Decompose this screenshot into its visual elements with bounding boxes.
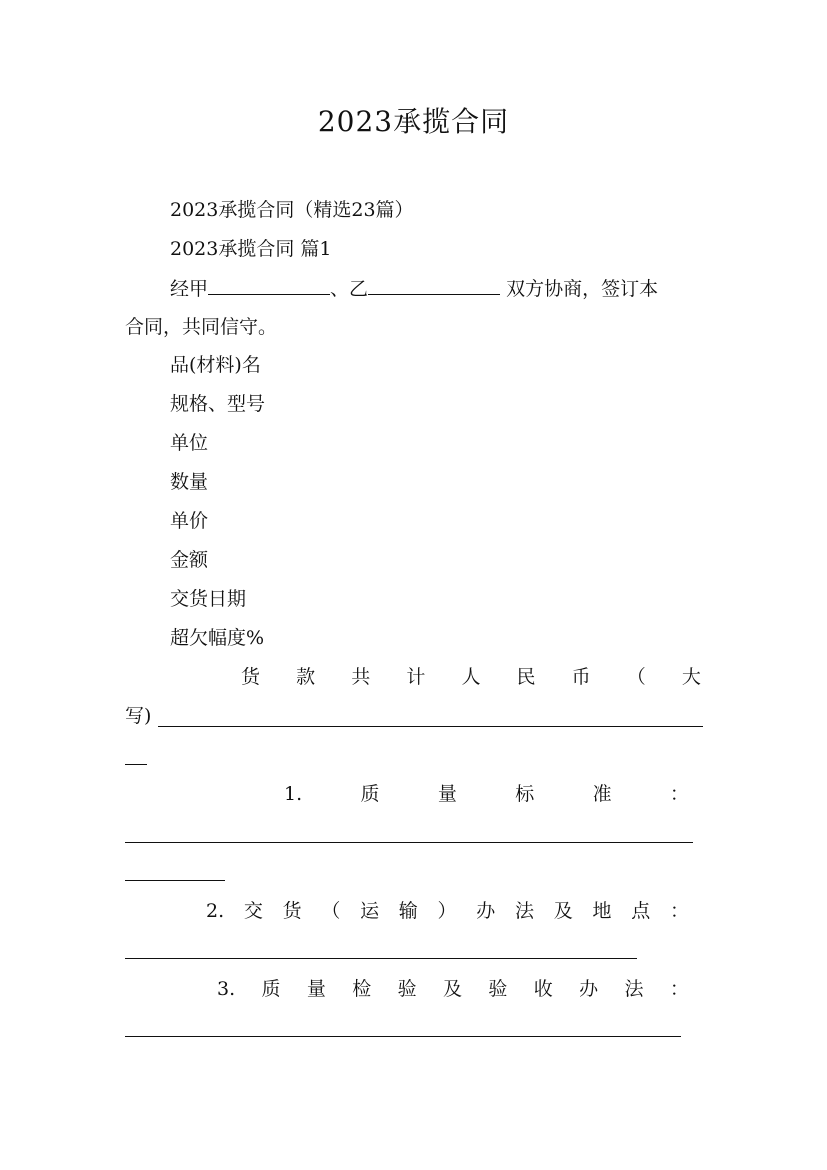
clause-char: 质 xyxy=(360,783,380,805)
intro-continuation: 合同，共同信守。 xyxy=(125,316,278,338)
clause-char: ： xyxy=(669,900,689,922)
clause-char: 办 xyxy=(476,900,496,922)
payment-tail: 写) xyxy=(125,705,152,727)
clause-3 xyxy=(217,977,689,1001)
clause-3-blank xyxy=(125,1036,681,1037)
clause-char: 交 xyxy=(243,900,263,922)
article-heading: 2023承揽合同 篇1 xyxy=(170,238,332,260)
clause-char: 及 xyxy=(443,978,463,1000)
clause-char: 法 xyxy=(624,978,644,1000)
payment-line xyxy=(241,665,701,689)
payment-char: 币 xyxy=(571,666,591,688)
clause-char: 验 xyxy=(488,978,508,1000)
clause-char: 1. xyxy=(284,783,303,805)
clause-char: 输 xyxy=(398,900,418,922)
field-label: 规格、型号 xyxy=(170,393,266,415)
intro-separator: 、乙 xyxy=(330,278,369,300)
payment-char: 款 xyxy=(296,666,316,688)
payment-amount-blank-cont xyxy=(125,764,147,765)
clause-char: ） xyxy=(437,900,457,922)
payment-char: 民 xyxy=(516,666,536,688)
payment-char: 计 xyxy=(406,666,426,688)
clause-2-blank xyxy=(125,958,637,959)
party-b-blank xyxy=(368,276,500,295)
clause-char: 2. xyxy=(206,900,225,922)
payment-char: （ xyxy=(626,666,646,688)
payment-char: 共 xyxy=(351,666,371,688)
clause-char: 准 xyxy=(592,783,612,805)
clause-char: 法 xyxy=(515,900,535,922)
field-label: 单位 xyxy=(170,432,209,454)
payment-tail-line xyxy=(0,704,827,728)
document-subtitle: 2023承揽合同（精选23篇） xyxy=(170,199,414,221)
intro-prefix: 经甲 xyxy=(170,278,209,300)
payment-char: 人 xyxy=(461,666,481,688)
clause-char: ： xyxy=(669,978,689,1000)
payment-char: 大 xyxy=(681,666,701,688)
field-label: 超欠幅度% xyxy=(170,627,265,649)
intro-line xyxy=(0,276,827,301)
intro-suffix: 双方协商，签订本 xyxy=(500,278,659,300)
document-title: 2023承揽合同 xyxy=(317,105,510,138)
clause-char: 收 xyxy=(533,978,553,1000)
clause-char: 检 xyxy=(352,978,372,1000)
field-label: 品(材料)名 xyxy=(170,354,261,376)
clause-char: 货 xyxy=(282,900,302,922)
field-label: 单价 xyxy=(170,510,209,532)
field-label: 交货日期 xyxy=(170,588,247,610)
clause-char: 质 xyxy=(261,978,281,1000)
field-label: 金额 xyxy=(170,549,209,571)
party-a-blank xyxy=(208,276,330,295)
clause-char: （ xyxy=(321,900,341,922)
clause-1 xyxy=(284,782,689,806)
clause-char: 量 xyxy=(437,783,457,805)
clause-char: 运 xyxy=(360,900,380,922)
clause-char: 及 xyxy=(553,900,573,922)
clause-char: ： xyxy=(669,783,689,805)
clause-2 xyxy=(206,899,689,923)
payment-amount-blank xyxy=(158,726,703,727)
clause-char: 标 xyxy=(515,783,535,805)
clause-char: 量 xyxy=(306,978,326,1000)
clause-char: 验 xyxy=(397,978,417,1000)
field-label: 数量 xyxy=(170,471,209,493)
clause-char: 3. xyxy=(217,978,236,1000)
clause-1-blank-cont xyxy=(125,880,225,881)
clause-char: 地 xyxy=(592,900,612,922)
clause-char: 点 xyxy=(631,900,651,922)
payment-char: 货 xyxy=(241,666,261,688)
clause-1-blank xyxy=(125,842,693,843)
clause-char: 办 xyxy=(579,978,599,1000)
